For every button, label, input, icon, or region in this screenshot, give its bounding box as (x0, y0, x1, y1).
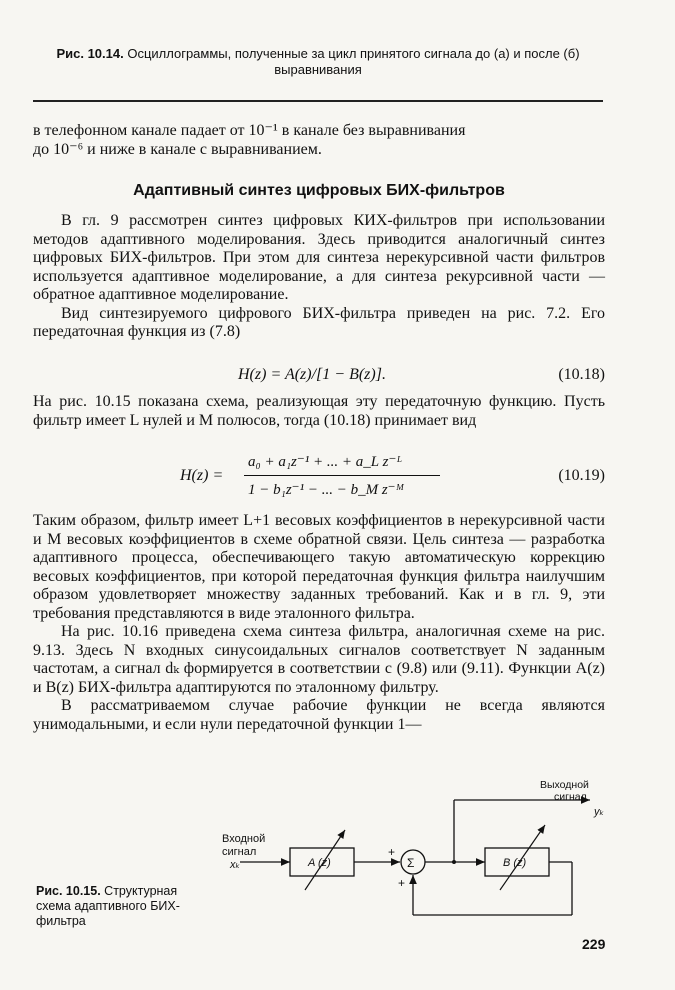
page-number: 229 (582, 936, 606, 952)
block-b-label: B (z) (503, 857, 527, 869)
intro-line-1: в телефонном канале падает от 10⁻¹ в канале без выравнивания (33, 122, 466, 139)
paragraph-4: Таким образом, фильтр имеет L+1 весовых коэффициентов в нерекурсивной части и M весовых коэффициентов в схеме обратной связи. Цель синтеза — разработка адаптивного процесса, обеспечивающего такую автоматическую коррекцию весовых коэффициентов, при которой передаточная функция фильтра наилучшим образом удовлетворяет множеству заданных требований. Как и в гл. 9, эти требования представляются в виде эталонного фильтра. (33, 512, 605, 622)
figure-caption-bottom (36, 884, 196, 929)
equation-10-19-lhs: H(z) = (180, 467, 224, 484)
equation-10-19-number: (10.19) (558, 467, 605, 484)
figure-label: Рис. 10.14. (56, 46, 124, 61)
section-heading: Адаптивный синтез цифровых БИХ-фильтров (133, 182, 505, 199)
paragraph-6: В рассматриваемом случае рабочие функции не всегда являются унимодальными, и если нули передаточной функции 1— (33, 697, 605, 733)
figure-caption-top (33, 46, 603, 78)
paragraph-3: На рис. 10.15 показана схема, реализующая эту передаточную функцию. Пусть фильтр имеет L нулей и M полюсов, тогда (10.18) принимает вид (33, 393, 605, 429)
input-label-1: Входной (222, 833, 266, 845)
divider-rule (33, 100, 603, 102)
equation-10-19-denominator: 1 − b₁z⁻¹ − ... − b_M z⁻ᴹ (248, 482, 405, 498)
input-label-2: сигнал (222, 846, 257, 858)
paragraph-1-block (33, 212, 605, 342)
paragraph-1: В гл. 9 рассмотрен синтез цифровых КИХ-фильтров при использовании методов адаптивного моделирования. Здесь приводится аналогичный синтез цифровых БИХ-фильтров. При этом для синтеза нерекурсивной части фильтров используется адаптивное моделирование, а для синтеза рекурсивной части — обратное адаптивное моделирование. (33, 212, 605, 303)
input-var: xₖ (230, 859, 241, 871)
paragraph-3-block (33, 393, 605, 430)
output-label-1: Выходной (540, 779, 589, 791)
output-label-2: сигнал (554, 791, 587, 803)
plus-top: + (388, 845, 396, 859)
plus-bottom: + (398, 876, 406, 890)
paragraph-5: На рис. 10.16 приведена схема синтеза фильтра, аналогичная схеме на рис. 9.13. Здесь N входных синусоидальных сигналов соответствует N заданным частотам, а сигнал dₖ формируется в соответствии с (9.8) или (9.11). Функции A(z) и B(z) БИХ-фильтра адаптируются по эталонному фильтру. (33, 623, 605, 696)
figure-bottom-label: Рис. 10.15. (36, 884, 101, 898)
equation-10-19-numerator: a₀ + a₁z⁻¹ + ... + a_L z⁻ᴸ (248, 454, 403, 470)
summer-sigma: Σ (407, 856, 415, 870)
paragraph-2: Вид синтезируемого цифрового БИХ-фильтра приведен на рис. 7.2. Его передаточная функция из (7.8) (33, 304, 605, 340)
block-a-label: A (z) (308, 857, 331, 869)
intro-line-2: до 10⁻⁶ и ниже в канале с выравниванием. (33, 140, 322, 158)
paragraph-4-block (33, 512, 605, 734)
fraction-bar (244, 475, 440, 476)
block-diagram (210, 770, 620, 930)
intro-text (33, 122, 605, 159)
figure-caption-text: Осциллограммы, полученные за цикл принятого сигнала до (a) и после (б) выравнивания (127, 46, 580, 77)
output-var: yₖ (594, 806, 605, 818)
equation-10-18: H(z) = A(z)/[1 − B(z)]. (238, 366, 386, 383)
figure-bottom-text: Структурная схема адаптивного БИХ-фильтра (36, 884, 180, 928)
equation-10-18-number: (10.18) (558, 366, 605, 383)
